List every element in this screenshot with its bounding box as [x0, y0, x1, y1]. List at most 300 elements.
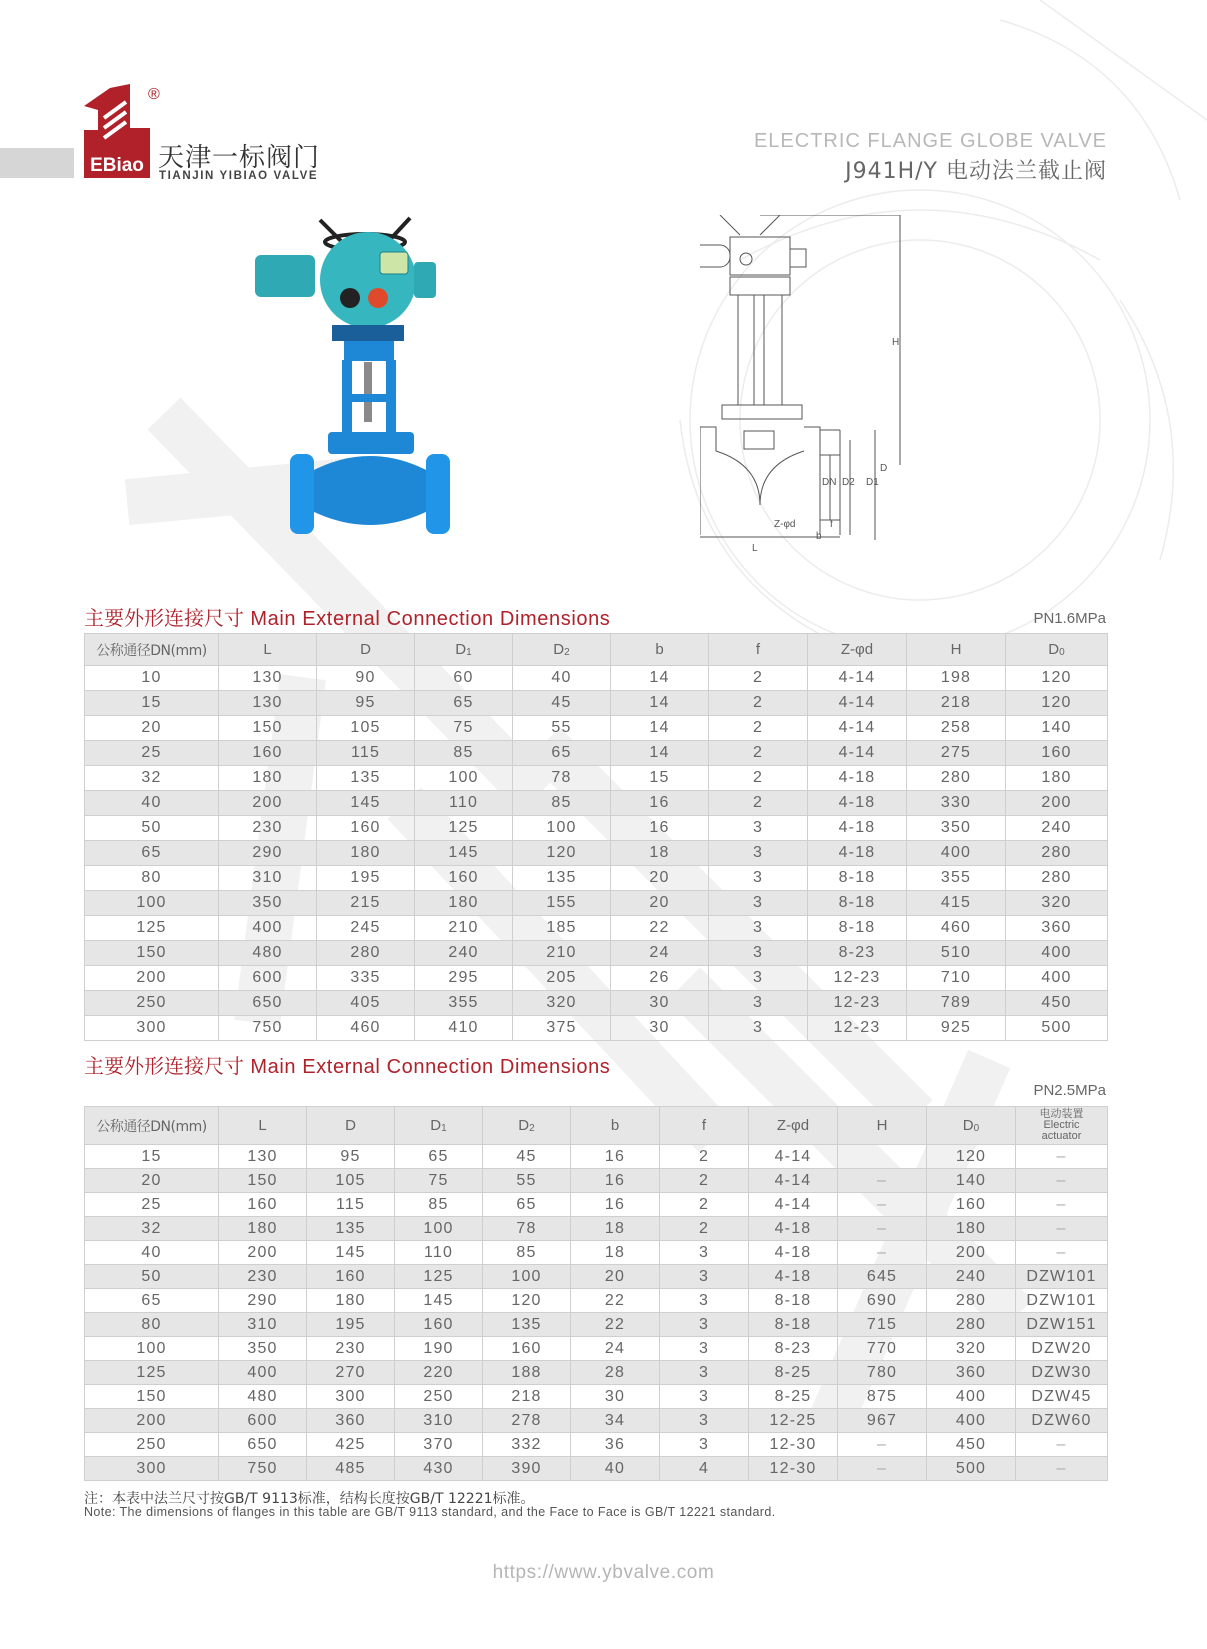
table-cell: 750	[219, 1016, 317, 1041]
table-cell: 100	[85, 1337, 219, 1361]
table-cell: 240	[415, 941, 513, 966]
table-row	[85, 966, 1108, 991]
dimension-table-pn25	[84, 1106, 1108, 1481]
table-cell: 145	[395, 1289, 483, 1313]
table-cell: 650	[219, 991, 317, 1016]
actuator-header-en2: actuator	[1041, 1130, 1082, 1142]
table-row	[85, 1433, 1108, 1457]
table-row	[85, 916, 1108, 941]
dim-label-d: D	[880, 463, 888, 474]
table-cell: 360	[307, 1409, 395, 1433]
table-cell: 200	[927, 1241, 1016, 1265]
table-cell: 200	[85, 1409, 219, 1433]
table-cell: 4-18	[808, 841, 907, 866]
table-cell: 600	[219, 1409, 307, 1433]
table-cell: 230	[307, 1337, 395, 1361]
dim-label-l: L	[752, 543, 758, 554]
product-title-cn: J941H/Y 电动法兰截止阀	[845, 159, 1107, 184]
table-cell: 3	[709, 891, 808, 916]
table-cell: 40	[85, 791, 219, 816]
table-cell: 78	[483, 1217, 571, 1241]
table-cell: 155	[513, 891, 611, 916]
col-header-dn: 公称通径DN(mm)	[85, 634, 219, 666]
table-cell: –	[838, 1169, 927, 1193]
table-cell: 360	[927, 1361, 1016, 1385]
table-cell: 2	[709, 791, 808, 816]
table-cell: 300	[85, 1016, 219, 1041]
table-row	[85, 1193, 1108, 1217]
table-cell: 2	[660, 1169, 749, 1193]
table-cell: 320	[927, 1337, 1016, 1361]
table-cell: 50	[85, 1265, 219, 1289]
table-cell: 75	[395, 1169, 483, 1193]
table-cell: 3	[709, 866, 808, 891]
table-cell: 320	[1006, 891, 1108, 916]
table-cell: 300	[85, 1457, 219, 1481]
table-cell: 4-14	[808, 716, 907, 741]
table-cell: 110	[395, 1241, 483, 1265]
technical-drawing	[700, 215, 960, 575]
table-cell: 4-14	[808, 666, 907, 691]
table-cell: 600	[219, 966, 317, 991]
dim-label-zphid: Z-φd	[774, 519, 796, 530]
table-cell: 480	[219, 941, 317, 966]
table-cell: 185	[513, 916, 611, 941]
table-cell: 290	[219, 1289, 307, 1313]
table-cell: 250	[85, 1433, 219, 1457]
table-cell: 270	[307, 1361, 395, 1385]
table-cell: 4-18	[808, 791, 907, 816]
table-cell: –	[1016, 1217, 1108, 1241]
table-header-row	[85, 634, 1108, 666]
col-header-electric-actuator	[1016, 1107, 1108, 1145]
table-cell: 36	[571, 1433, 660, 1457]
table-cell: 40	[513, 666, 611, 691]
table-cell: 390	[483, 1457, 571, 1481]
table-cell: 65	[415, 691, 513, 716]
col-header-d: D	[317, 634, 415, 666]
table-cell: 258	[907, 716, 1006, 741]
table-row	[85, 791, 1108, 816]
table-cell: 450	[1006, 991, 1108, 1016]
table-cell: 8-23	[749, 1337, 838, 1361]
table-cell: 120	[1006, 691, 1108, 716]
table-cell: 120	[483, 1289, 571, 1313]
product-title-en: ELECTRIC FLANGE GLOBE VALVE	[753, 130, 1107, 152]
table-cell: 22	[571, 1313, 660, 1337]
col-header-d1: $D_1$	[395, 1107, 483, 1145]
table-cell: 30	[611, 991, 709, 1016]
logo-text: EBiao	[84, 154, 150, 178]
table-cell: 160	[1006, 741, 1108, 766]
table-cell: 4-18	[808, 816, 907, 841]
table-cell: 4-18	[749, 1217, 838, 1241]
website-link[interactable]: https://www.ybvalve.com	[492, 1562, 715, 1583]
table-cell: –	[1016, 1433, 1108, 1457]
table-cell: 3	[660, 1361, 749, 1385]
product-photo	[250, 210, 460, 565]
table-cell: 60	[415, 666, 513, 691]
table-cell: 2	[709, 666, 808, 691]
table-cell: 180	[415, 891, 513, 916]
table-cell: 240	[927, 1265, 1016, 1289]
table-cell: DZW60	[1016, 1409, 1108, 1433]
table-row	[85, 1145, 1108, 1169]
actuator-header-en1: Electric	[1043, 1119, 1080, 1131]
table-cell: 925	[907, 1016, 1006, 1041]
table-cell: 22	[571, 1289, 660, 1313]
table-cell: 50	[85, 816, 219, 841]
table-cell: 105	[317, 716, 415, 741]
table-cell: 25	[85, 741, 219, 766]
col-header-h: H	[907, 634, 1006, 666]
dim-label-d2: D2	[842, 477, 855, 488]
table-cell: 85	[513, 791, 611, 816]
col-header-d2: $D_2$	[513, 634, 611, 666]
table-cell: 4-14	[749, 1193, 838, 1217]
table-row	[85, 716, 1108, 741]
table-cell: 500	[927, 1457, 1016, 1481]
col-header-f: f	[709, 634, 808, 666]
table-cell: 3	[660, 1337, 749, 1361]
table-cell: DZW101	[1016, 1265, 1108, 1289]
table-cell: 15	[85, 1145, 219, 1169]
table-cell: 4-18	[808, 766, 907, 791]
table-cell: 2	[660, 1193, 749, 1217]
table-cell: 280	[927, 1313, 1016, 1337]
table-cell: 160	[219, 1193, 307, 1217]
dim-label-h: H	[892, 337, 900, 348]
table2-pressure: PN2.5MPa	[1033, 1082, 1106, 1099]
table-cell: 150	[219, 716, 317, 741]
table-row	[85, 1241, 1108, 1265]
table-cell: 280	[927, 1289, 1016, 1313]
table-cell: 135	[307, 1217, 395, 1241]
table-cell: DZW151	[1016, 1313, 1108, 1337]
table-cell: 789	[907, 991, 1006, 1016]
table-cell: 4	[660, 1457, 749, 1481]
table-cell: 15	[611, 766, 709, 791]
note-cn: 注：本表中法兰尺寸按GB/T 9113标准，结构长度按GB/T 12221标准。	[84, 1491, 535, 1507]
table-row	[85, 1265, 1108, 1289]
table-cell: 188	[483, 1361, 571, 1385]
table-cell: 55	[483, 1169, 571, 1193]
table-cell: 355	[907, 866, 1006, 891]
table-cell: 200	[1006, 791, 1108, 816]
table-cell: 350	[907, 816, 1006, 841]
table-cell: 14	[611, 666, 709, 691]
table-cell: 3	[660, 1289, 749, 1313]
table-cell: –	[1016, 1241, 1108, 1265]
table1-body	[85, 666, 1108, 1041]
table-cell: 115	[307, 1193, 395, 1217]
table-cell: 3	[709, 1016, 808, 1041]
table-cell: 130	[219, 691, 317, 716]
table-cell: 400	[1006, 966, 1108, 991]
table-cell: 45	[483, 1145, 571, 1169]
table-cell: 26	[611, 966, 709, 991]
table-cell: 690	[838, 1289, 927, 1313]
table1-title	[84, 602, 610, 631]
table-cell: 3	[660, 1385, 749, 1409]
table-row	[85, 1409, 1108, 1433]
table-row	[85, 741, 1108, 766]
table-row	[85, 766, 1108, 791]
table-cell: DZW45	[1016, 1385, 1108, 1409]
table-cell: 160	[317, 816, 415, 841]
table-row	[85, 1217, 1108, 1241]
table-cell: 480	[219, 1385, 307, 1409]
table-cell: –	[1016, 1193, 1108, 1217]
col-header-b: b	[611, 634, 709, 666]
table-cell: DZW101	[1016, 1289, 1108, 1313]
table-cell: 20	[571, 1265, 660, 1289]
table-row	[85, 941, 1108, 966]
table-cell: 12-30	[749, 1457, 838, 1481]
table-cell: 278	[483, 1409, 571, 1433]
table-header-row	[85, 1107, 1108, 1145]
table-cell: 18	[571, 1241, 660, 1265]
table-cell: 375	[513, 1016, 611, 1041]
table-cell: 100	[395, 1217, 483, 1241]
table-cell: 400	[907, 841, 1006, 866]
table-cell: 135	[317, 766, 415, 791]
table-cell: 30	[611, 1016, 709, 1041]
table-cell: 10	[85, 666, 219, 691]
table-cell: 135	[513, 866, 611, 891]
table-cell: 18	[571, 1217, 660, 1241]
table-cell: DZW30	[1016, 1361, 1108, 1385]
table-row	[85, 1169, 1108, 1193]
table-cell: 16	[611, 791, 709, 816]
table-cell: 3	[709, 991, 808, 1016]
table-cell: 295	[415, 966, 513, 991]
table-cell: 220	[395, 1361, 483, 1385]
table-cell: 140	[927, 1169, 1016, 1193]
table-cell: 8-23	[808, 941, 907, 966]
table-cell: 65	[395, 1145, 483, 1169]
table-cell: 28	[571, 1361, 660, 1385]
table-cell: 650	[219, 1433, 307, 1457]
note-en: Note: The dimensions of flanges in this table are GB/T 9113 standard, and the Face to Face is GB/T 12221 standard.	[84, 1505, 776, 1519]
table-cell: 215	[317, 891, 415, 916]
table-cell: 30	[571, 1385, 660, 1409]
table-cell: 3	[709, 916, 808, 941]
table-cell: 14	[611, 691, 709, 716]
table-row	[85, 841, 1108, 866]
table-cell: DZW20	[1016, 1337, 1108, 1361]
table-cell: 400	[219, 1361, 307, 1385]
table-cell: 3	[660, 1313, 749, 1337]
table-cell: 120	[513, 841, 611, 866]
table-cell: 20	[611, 891, 709, 916]
table-cell: 34	[571, 1409, 660, 1433]
table-cell: 3	[709, 966, 808, 991]
table2-body	[85, 1145, 1108, 1481]
table-cell: 24	[611, 941, 709, 966]
table-cell: 65	[513, 741, 611, 766]
table-cell: –	[838, 1193, 927, 1217]
table-cell: 145	[317, 791, 415, 816]
table-cell: 332	[483, 1433, 571, 1457]
table-row	[85, 1385, 1108, 1409]
table-cell: 280	[907, 766, 1006, 791]
table-cell: 12-23	[808, 966, 907, 991]
col-header-d1: $D_1$	[415, 634, 513, 666]
col-header-d: D	[307, 1107, 395, 1145]
table-cell: 120	[1006, 666, 1108, 691]
table-cell: 160	[483, 1337, 571, 1361]
table-cell: 125	[415, 816, 513, 841]
table-row	[85, 666, 1108, 691]
table-cell: 350	[219, 1337, 307, 1361]
table-cell: 8-18	[808, 891, 907, 916]
table-cell: 130	[219, 666, 317, 691]
table-cell: –	[838, 1241, 927, 1265]
header-grey-band	[0, 148, 74, 178]
table-cell: 18	[611, 841, 709, 866]
table-cell: 198	[907, 666, 1006, 691]
table-cell: 14	[611, 716, 709, 741]
table-cell: 25	[85, 1193, 219, 1217]
table-cell: 400	[1006, 941, 1108, 966]
table-cell: 350	[219, 891, 317, 916]
col-header-h: H	[838, 1107, 927, 1145]
table-cell: 20	[611, 866, 709, 891]
table-cell: 140	[1006, 716, 1108, 741]
table-cell: 4-14	[808, 691, 907, 716]
table-cell: 310	[395, 1409, 483, 1433]
table-cell: 12-23	[808, 1016, 907, 1041]
table-cell: 275	[907, 741, 1006, 766]
table-cell: 450	[927, 1433, 1016, 1457]
table-cell: 200	[85, 966, 219, 991]
table-cell: 160	[395, 1313, 483, 1337]
table-cell: 710	[907, 966, 1006, 991]
table-row	[85, 691, 1108, 716]
table-cell: 370	[395, 1433, 483, 1457]
table-cell: 40	[571, 1457, 660, 1481]
table-cell: 405	[317, 991, 415, 1016]
table-cell: 335	[317, 966, 415, 991]
table-cell: 14	[611, 741, 709, 766]
table-cell: 180	[1006, 766, 1108, 791]
table-row	[85, 866, 1108, 891]
table-row	[85, 1337, 1108, 1361]
dim-label-b: b	[816, 531, 822, 542]
table-cell: 415	[907, 891, 1006, 916]
table-cell: 24	[571, 1337, 660, 1361]
table-cell: 22	[611, 916, 709, 941]
table-cell: 100	[513, 816, 611, 841]
table-cell: 125	[395, 1265, 483, 1289]
table-cell: 2	[709, 691, 808, 716]
table-cell: 230	[219, 1265, 307, 1289]
table-cell: 135	[483, 1313, 571, 1337]
table-cell: 95	[307, 1145, 395, 1169]
table-cell: 2	[709, 716, 808, 741]
table-cell: 190	[395, 1337, 483, 1361]
table-cell: –	[1016, 1457, 1108, 1481]
table-cell: 125	[85, 916, 219, 941]
table-cell: 180	[219, 766, 317, 791]
actuator-header-cn: 电动装置	[1039, 1108, 1084, 1120]
table-cell: 210	[415, 916, 513, 941]
table-cell: 150	[85, 1385, 219, 1409]
table-cell: 180	[927, 1217, 1016, 1241]
table-row	[85, 1289, 1108, 1313]
table-cell: 160	[219, 741, 317, 766]
table-cell: 45	[513, 691, 611, 716]
table-cell: 12-30	[749, 1433, 838, 1457]
table-cell: 4-18	[749, 1241, 838, 1265]
table-cell: 355	[415, 991, 513, 1016]
table-cell: 4-14	[749, 1169, 838, 1193]
table-cell: 250	[85, 991, 219, 1016]
table-cell: 180	[317, 841, 415, 866]
table-cell: 485	[307, 1457, 395, 1481]
col-header-f: f	[660, 1107, 749, 1145]
table-cell: 8-18	[749, 1313, 838, 1337]
table-cell: 16	[571, 1193, 660, 1217]
table-cell: 85	[395, 1193, 483, 1217]
table-cell: 3	[709, 816, 808, 841]
table-cell: 310	[219, 866, 317, 891]
table-cell: 3	[660, 1409, 749, 1433]
table-cell: 280	[1006, 866, 1108, 891]
table-cell: 32	[85, 766, 219, 791]
table-cell: 400	[219, 916, 317, 941]
table-cell: 16	[571, 1145, 660, 1169]
col-header-z-phi-d: Z-φd	[749, 1107, 838, 1145]
table-cell: 20	[85, 716, 219, 741]
table-cell: 715	[838, 1313, 927, 1337]
table-cell: 145	[415, 841, 513, 866]
dimension-table-pn16	[84, 633, 1108, 1041]
table-cell: 280	[317, 941, 415, 966]
table-row	[85, 1016, 1108, 1041]
table-cell: 780	[838, 1361, 927, 1385]
table-cell: 115	[317, 741, 415, 766]
dim-label-dn: DN	[822, 477, 837, 488]
table-cell: 180	[219, 1217, 307, 1241]
table-cell: 430	[395, 1457, 483, 1481]
table1-title-en: Main External Connection Dimensions	[250, 608, 611, 630]
table-row	[85, 891, 1108, 916]
table-cell: 425	[307, 1433, 395, 1457]
col-header-l: L	[219, 634, 317, 666]
table2-title-en: Main External Connection Dimensions	[250, 1056, 611, 1078]
table-cell: 310	[219, 1313, 307, 1337]
table2-title-cn: 主要外形连接尺寸	[84, 1054, 244, 1078]
table-cell: –	[838, 1217, 927, 1241]
table-cell: 16	[571, 1169, 660, 1193]
dim-label-d1: D1	[866, 477, 879, 488]
table-cell: 78	[513, 766, 611, 791]
table-cell: 280	[1006, 841, 1108, 866]
table-cell: 105	[307, 1169, 395, 1193]
table-cell: 160	[307, 1265, 395, 1289]
col-header-l: L	[219, 1107, 307, 1145]
table-row	[85, 1313, 1108, 1337]
col-header-d0: $D_0$	[927, 1107, 1016, 1145]
table-cell: 90	[317, 666, 415, 691]
table-cell: 410	[415, 1016, 513, 1041]
table-cell: 3	[660, 1433, 749, 1457]
col-header-b: b	[571, 1107, 660, 1145]
table-cell: 150	[219, 1169, 307, 1193]
table-cell: 290	[219, 841, 317, 866]
